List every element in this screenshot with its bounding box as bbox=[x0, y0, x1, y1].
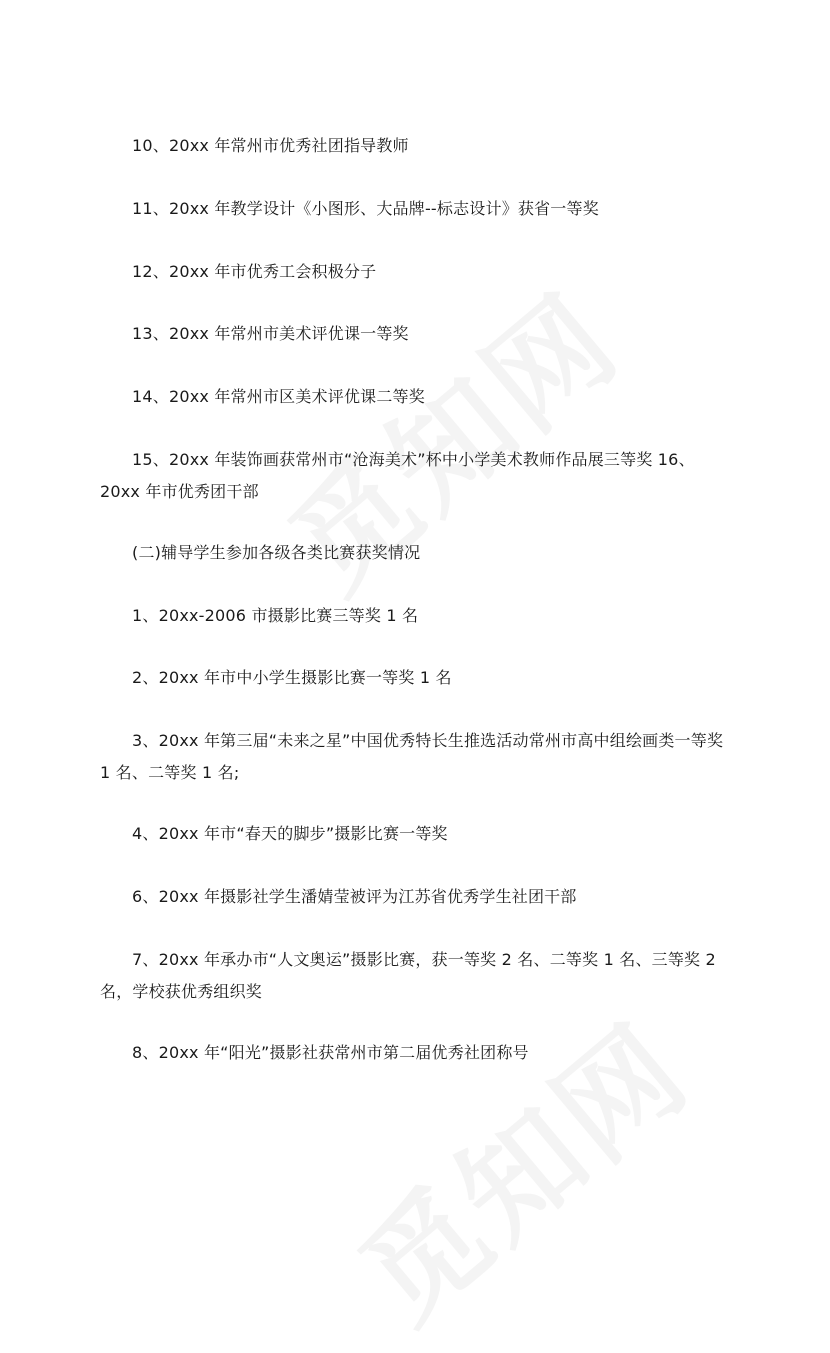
award-item-15-16: 15、20xx 年装饰画获常州市“沧海美术”杯中小学美术教师作品展三等奖 16、20xx 年市优秀团干部 bbox=[100, 450, 695, 501]
student-award-item-6: 6、20xx 年摄影社学生潘婧莹被评为江苏省优秀学生社团干部 bbox=[132, 887, 577, 906]
award-item-13: 13、20xx 年常州市美术评优课一等奖 bbox=[132, 324, 409, 343]
student-award-item-1: 1、20xx-2006 市摄影比赛三等奖 1 名 bbox=[132, 606, 419, 625]
student-award-item-2: 2、20xx 年市中小学生摄影比赛一等奖 1 名 bbox=[132, 668, 452, 687]
award-item-14: 14、20xx 年常州市区美术评优课二等奖 bbox=[132, 387, 425, 406]
award-item-11: 11、20xx 年教学设计《小图形、大品牌--标志设计》获省一等奖 bbox=[132, 199, 599, 218]
student-award-item-3: 3、20xx 年第三届“未来之星”中国优秀特长生推选活动常州市高中组绘画类一等奖 1 名、二等奖 1 名; bbox=[100, 731, 724, 782]
section-heading-student-awards: (二)辅导学生参加各级各类比赛获奖情况 bbox=[132, 543, 421, 562]
student-award-item-7: 7、20xx 年承办市“人文奥运”摄影比赛，获一等奖 2 名、二等奖 1 名、三等奖 2 名，学校获优秀组织奖 bbox=[100, 950, 716, 1001]
award-item-10: 10、20xx 年常州市优秀社团指导教师 bbox=[132, 136, 409, 155]
student-award-item-4: 4、20xx 年市“春天的脚步”摄影比赛一等奖 bbox=[132, 824, 448, 843]
award-item-12: 12、20xx 年市优秀工会积极分子 bbox=[132, 262, 377, 281]
student-award-item-8: 8、20xx 年“阳光”摄影社获常州市第二届优秀社团称号 bbox=[132, 1043, 529, 1062]
watermark bbox=[319, 979, 719, 1353]
